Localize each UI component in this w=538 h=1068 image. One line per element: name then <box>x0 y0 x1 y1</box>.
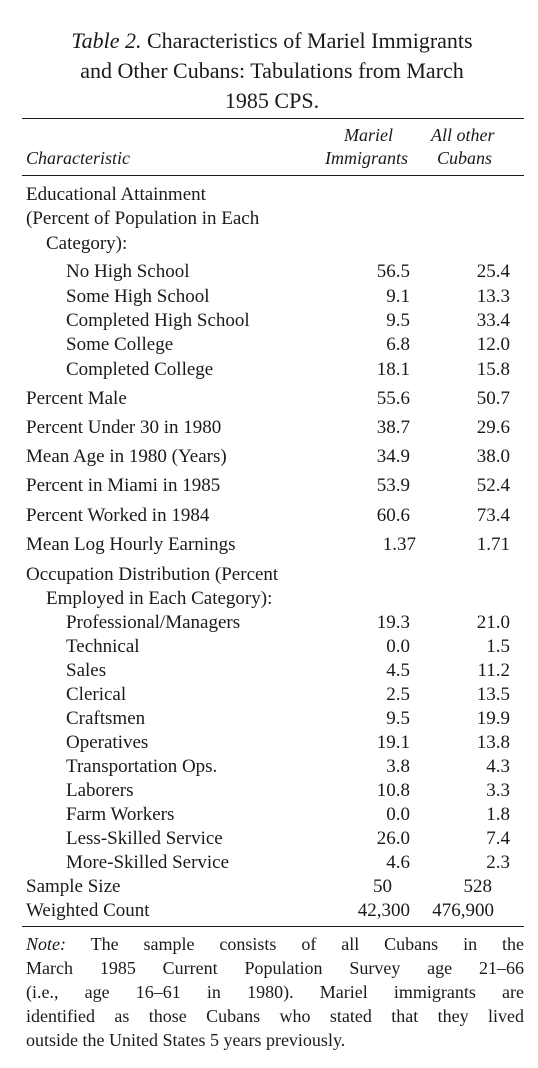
table-row <box>0 358 538 382</box>
mariel-value: 53.9 <box>376 475 410 496</box>
note-label: Note: <box>26 934 66 954</box>
other-cubans-value: 12.0 <box>476 334 510 355</box>
row-label: Craftsmen <box>66 708 146 729</box>
mariel-value: 10.8 <box>376 780 410 801</box>
table-row <box>0 533 538 557</box>
other-cubans-value: 1.5 <box>486 636 510 657</box>
mariel-value: 56.5 <box>376 261 410 282</box>
row-label: Employed in Each Category): <box>46 588 273 609</box>
col-header-characteristic: Characteristic <box>26 148 130 168</box>
mariel-value: 0.0 <box>386 804 410 825</box>
col-header-other-line1: All other <box>431 125 495 145</box>
other-cubans-value: 33.4 <box>476 310 510 331</box>
mariel-value: 6.8 <box>386 334 410 355</box>
row-label: Operatives <box>66 732 149 753</box>
row-label: Some High School <box>66 286 210 307</box>
row-label: Transportation Ops. <box>66 756 218 777</box>
table-row <box>0 707 538 731</box>
table-row <box>0 232 538 256</box>
table-row <box>0 587 538 611</box>
row-label: Clerical <box>66 684 127 705</box>
row-label: Completed High School <box>66 310 250 331</box>
mariel-value: 19.1 <box>376 732 410 753</box>
other-cubans-value: 1.71 <box>476 534 510 555</box>
row-label: No High School <box>66 261 190 282</box>
other-cubans-value: 38.0 <box>476 446 510 467</box>
row-label: More-Skilled Service <box>66 852 230 873</box>
other-cubans-value: 476,900 <box>432 900 494 921</box>
other-cubans-value: 3.3 <box>486 780 510 801</box>
row-label: Farm Workers <box>66 804 175 825</box>
table-row <box>0 875 538 899</box>
other-cubans-value: 7.4 <box>486 828 510 849</box>
other-cubans-value: 2.3 <box>486 852 510 873</box>
table-row <box>0 755 538 779</box>
row-label: Sales <box>66 660 107 681</box>
mariel-value: 4.5 <box>386 660 410 681</box>
mariel-value: 55.6 <box>376 388 410 409</box>
other-cubans-value: 52.4 <box>476 475 510 496</box>
row-label: (Percent of Population in Each <box>26 208 260 229</box>
note-line-3: (i.e., age 16–61 in 1980). Mariel immigrants are <box>26 982 524 1002</box>
table-row <box>0 683 538 707</box>
mariel-value: 50 <box>373 876 392 897</box>
note-line-5: outside the United States 5 years previously. <box>26 1030 346 1050</box>
table-row <box>0 309 538 333</box>
other-cubans-value: 73.4 <box>476 505 510 526</box>
mariel-value: 2.5 <box>386 684 410 705</box>
note-line-2: March 1985 Current Population Survey age 21–66 <box>26 958 524 978</box>
table-row <box>0 827 538 851</box>
table-row <box>0 387 538 411</box>
mariel-value: 9.5 <box>386 708 410 729</box>
table-row <box>0 445 538 469</box>
row-label: Percent in Miami in 1985 <box>26 475 221 496</box>
top-rule <box>22 118 524 119</box>
mariel-value: 19.3 <box>376 612 410 633</box>
other-cubans-value: 4.3 <box>486 756 510 777</box>
table-row <box>0 183 538 207</box>
mariel-value: 26.0 <box>376 828 410 849</box>
table-row <box>0 207 538 231</box>
row-label: Mean Age in 1980 (Years) <box>26 446 227 467</box>
row-label: Percent Under 30 in 1980 <box>26 417 222 438</box>
row-label: Occupation Distribution (Percent <box>26 564 279 585</box>
row-label: Sample Size <box>26 876 121 897</box>
table-row <box>0 416 538 440</box>
mariel-value: 60.6 <box>376 505 410 526</box>
table-row <box>0 563 538 587</box>
other-cubans-value: 1.8 <box>486 804 510 825</box>
mariel-value: 18.1 <box>376 359 410 380</box>
other-cubans-value: 13.5 <box>476 684 510 705</box>
row-label: Educational Attainment <box>26 184 206 205</box>
note-line-4: identified as those Cubans who stated that they lived <box>26 1006 524 1026</box>
title-line-1: Characteristics of Mariel Immigrants <box>141 28 473 53</box>
note-text-1: The sample consists of all Cubans in the <box>90 934 525 954</box>
col-header-mariel-line1: Mariel <box>344 125 393 145</box>
row-label: Some College <box>66 334 174 355</box>
other-cubans-value: 19.9 <box>476 708 510 729</box>
header-rule <box>22 175 524 176</box>
table-row <box>0 851 538 875</box>
mariel-value: 38.7 <box>376 417 410 438</box>
table-row <box>0 504 538 528</box>
row-label: Laborers <box>66 780 134 801</box>
table-row <box>0 611 538 635</box>
row-label: Percent Worked in 1984 <box>26 505 210 526</box>
other-cubans-value: 50.7 <box>476 388 510 409</box>
table-row <box>0 635 538 659</box>
other-cubans-value: 11.2 <box>477 660 510 681</box>
col-header-other-line2: Cubans <box>437 148 493 168</box>
note-line-1 <box>26 932 524 956</box>
col-header-mariel-line2: Immigrants <box>325 148 409 168</box>
title-line-3: 1985 CPS. <box>224 88 320 113</box>
other-cubans-value: 29.6 <box>476 417 510 438</box>
row-label: Technical <box>66 636 140 657</box>
mariel-value: 34.9 <box>376 446 410 467</box>
table-row <box>0 659 538 683</box>
mariel-value: 9.1 <box>386 286 410 307</box>
table-row <box>0 333 538 357</box>
table-row <box>0 260 538 284</box>
other-cubans-value: 25.4 <box>476 261 510 282</box>
row-label: Mean Log Hourly Earnings <box>26 534 236 555</box>
other-cubans-value: 13.3 <box>476 286 510 307</box>
mariel-value: 9.5 <box>386 310 410 331</box>
mariel-value: 4.6 <box>386 852 410 873</box>
row-label: Percent Male <box>26 388 127 409</box>
table-note <box>26 932 524 1052</box>
other-cubans-value: 13.8 <box>476 732 510 753</box>
table-row <box>0 899 538 923</box>
table-row <box>0 285 538 309</box>
table-row <box>0 803 538 827</box>
table-row <box>0 731 538 755</box>
table-number: Table 2. <box>71 28 142 53</box>
table-title <box>20 26 524 116</box>
title-line-2: and Other Cubans: Tabulations from March <box>80 58 464 83</box>
bottom-rule <box>22 926 524 927</box>
other-cubans-value: 528 <box>463 876 492 897</box>
mariel-value: 42,300 <box>357 900 410 921</box>
row-label: Category): <box>46 233 128 254</box>
mariel-value: 3.8 <box>386 756 410 777</box>
table-row <box>0 779 538 803</box>
row-label: Completed College <box>66 359 214 380</box>
mariel-value: 0.0 <box>386 636 410 657</box>
row-label: Less-Skilled Service <box>66 828 223 849</box>
other-cubans-value: 15.8 <box>476 359 510 380</box>
mariel-value: 1.37 <box>382 534 416 555</box>
row-label: Weighted Count <box>26 900 150 921</box>
row-label: Professional/Managers <box>66 612 241 633</box>
table-row <box>0 474 538 498</box>
other-cubans-value: 21.0 <box>476 612 510 633</box>
